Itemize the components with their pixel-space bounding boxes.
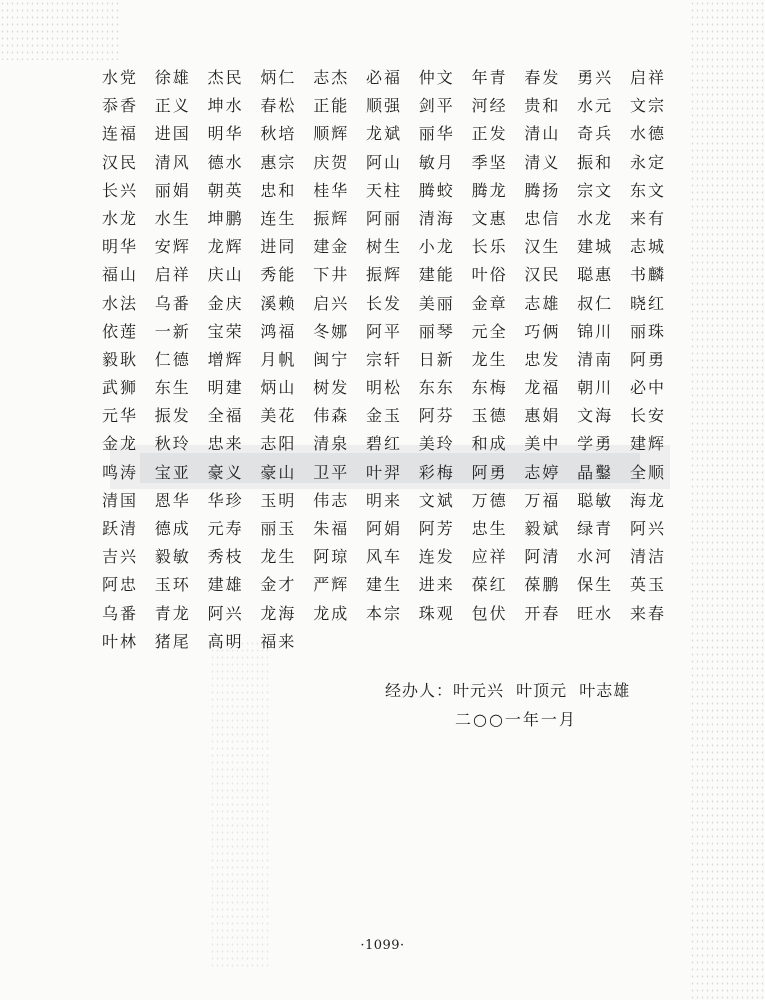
name-cell: 杰民 — [207, 68, 244, 87]
name-cell: 阿勇 — [629, 349, 666, 369]
name-cell: 乌番 — [102, 603, 139, 623]
name-cell: 阿平 — [365, 321, 402, 341]
name-cell: 河经 — [471, 96, 508, 116]
name-cell: 珠观 — [418, 603, 455, 623]
name-cell: 水生 — [154, 208, 191, 228]
name-cell: 龙成 — [313, 603, 350, 623]
name-cell: 下井 — [313, 265, 350, 285]
name-cell: 忠信 — [524, 208, 561, 228]
name-cell: 葆鹏 — [524, 575, 561, 595]
name-cell: 顺辉 — [313, 124, 350, 144]
name-cell: 彩梅 — [418, 462, 455, 482]
name-cell: 日新 — [418, 349, 455, 369]
name-cell: 连福 — [102, 124, 139, 144]
name-cell: 奇兵 — [577, 124, 614, 144]
name-cell: 开春 — [524, 603, 561, 623]
name-cell: 建辉 — [629, 434, 666, 454]
name-cell: 丽珠 — [629, 321, 666, 341]
name-cell: 元全 — [471, 321, 508, 341]
name-cell: 建能 — [418, 265, 455, 285]
name-cell: 桂华 — [313, 180, 350, 200]
name-cell: 忠和 — [260, 180, 297, 200]
name-cell: 跃清 — [102, 519, 139, 538]
name-cell: 志婷 — [524, 462, 561, 482]
name-cell: 阿丽 — [365, 208, 402, 228]
name-cell: 丽玉 — [260, 519, 297, 538]
signature-person: 叶元兴 — [453, 681, 505, 700]
name-cell: 腾扬 — [524, 180, 561, 200]
name-cell: 福来 — [260, 631, 297, 651]
name-cell: 清海 — [418, 208, 455, 228]
scan-noise — [690, 0, 765, 1000]
name-cell: 文惠 — [471, 208, 508, 228]
name-cell: 学勇 — [577, 434, 614, 454]
name-cell: 阿芬 — [418, 406, 455, 426]
name-cell: 和成 — [471, 434, 508, 454]
name-cell: 美玲 — [418, 434, 455, 454]
name-cell: 勇兴 — [577, 68, 614, 87]
name-cell: 清南 — [577, 349, 614, 369]
name-cell: 巧俩 — [524, 321, 561, 341]
name-cell: 龙辉 — [207, 237, 244, 257]
name-cell: 恩华 — [154, 490, 191, 510]
name-cell: 贵和 — [524, 96, 561, 116]
name-cell: 清洁 — [629, 547, 666, 567]
name-cell: 聪敏 — [577, 490, 614, 510]
name-cell: 毅敏 — [154, 547, 191, 567]
name-cell: 阿芳 — [418, 519, 455, 538]
name-cell: 建金 — [313, 237, 350, 257]
name-cell: 永定 — [629, 152, 666, 172]
name-cell: 庆贺 — [313, 152, 350, 172]
name-cell: 本宗 — [365, 603, 402, 623]
name-cell: 仲文 — [418, 68, 455, 87]
name-cell: 美中 — [524, 434, 561, 454]
name-cell: 卫平 — [313, 462, 350, 482]
name-cell: 忠来 — [207, 434, 244, 454]
name-cell: 朝川 — [577, 378, 614, 398]
name-cell: 清泉 — [313, 434, 350, 454]
name-cell: 宗文 — [577, 180, 614, 200]
name-cell: 清风 — [154, 152, 191, 172]
name-cell: 聪惠 — [577, 265, 614, 285]
name-cell: 闽宁 — [313, 349, 350, 369]
name-cell: 忠发 — [524, 349, 561, 369]
name-cell: 龙福 — [524, 378, 561, 398]
name-cell: 安辉 — [154, 237, 191, 257]
name-cell: 叶林 — [102, 631, 139, 651]
name-cell: 叶俗 — [471, 265, 508, 285]
name-cell: 东东 — [418, 378, 455, 398]
name-cell: 青龙 — [154, 603, 191, 623]
name-cell: 德成 — [154, 519, 191, 538]
name-cell: 天柱 — [365, 180, 402, 200]
name-cell: 顺强 — [365, 96, 402, 116]
name-cell: 启祥 — [154, 265, 191, 285]
scan-noise — [0, 0, 120, 60]
name-cell: 玉环 — [154, 575, 191, 595]
name-cell: 惠娟 — [524, 406, 561, 426]
name-cell: 春松 — [260, 96, 297, 116]
name-cell: 龙生 — [471, 349, 508, 369]
name-cell: 保生 — [577, 575, 614, 595]
name-cell: 剑平 — [418, 96, 455, 116]
name-cell: 启兴 — [313, 293, 350, 313]
name-cell: 豪山 — [260, 462, 297, 482]
name-cell: 风车 — [365, 547, 402, 567]
name-cell: 毅斌 — [524, 519, 561, 538]
scan-noise — [210, 640, 270, 970]
name-cell: 振发 — [154, 406, 191, 426]
name-cell: 秋玲 — [154, 434, 191, 454]
name-cell: 清国 — [102, 490, 139, 510]
name-cell: 忠生 — [471, 519, 508, 538]
page-number: ·1099· — [360, 938, 405, 953]
name-cell: 汉生 — [524, 237, 561, 257]
name-cell: 长兴 — [102, 180, 139, 200]
name-cell: 金玉 — [365, 406, 402, 426]
name-cell: 书麟 — [629, 265, 666, 285]
name-cell: 丽娟 — [154, 180, 191, 200]
name-cell: 万德 — [471, 490, 508, 510]
name-cell: 水德 — [629, 124, 666, 144]
name-cell: 东文 — [629, 180, 666, 200]
name-cell: 晶鑿 — [577, 462, 614, 482]
name-cell: 玉明 — [260, 490, 297, 510]
name-cell: 明松 — [365, 378, 402, 398]
name-cell: 严辉 — [313, 575, 350, 595]
names-list — [102, 64, 682, 656]
name-cell: 进来 — [418, 575, 455, 595]
name-cell: 炳仁 — [260, 68, 297, 87]
name-cell: 建雄 — [207, 575, 244, 595]
name-cell: 万福 — [524, 490, 561, 510]
name-cell: 叶羿 — [365, 462, 402, 482]
name-cell: 秀枝 — [207, 547, 244, 567]
name-cell: 明建 — [207, 378, 244, 398]
name-cell: 水龙 — [577, 208, 614, 228]
name-cell: 龙海 — [260, 603, 297, 623]
name-cell: 水元 — [577, 96, 614, 116]
name-cell: 鸿福 — [260, 321, 297, 341]
name-cell: 旺水 — [577, 603, 614, 623]
name-cell: 正义 — [154, 96, 191, 116]
name-cell: 阿兴 — [629, 519, 666, 538]
name-cell: 长安 — [629, 406, 666, 426]
name-cell: 启祥 — [629, 68, 666, 87]
name-cell: 龙斌 — [365, 124, 402, 144]
name-cell: 东梅 — [471, 378, 508, 398]
name-cell: 进同 — [260, 237, 297, 257]
name-cell: 水龙 — [102, 208, 139, 228]
name-cell: 秀能 — [260, 265, 297, 285]
name-cell: 必中 — [629, 378, 666, 398]
name-cell: 鸣涛 — [102, 462, 139, 482]
name-cell: 水党 — [102, 68, 139, 87]
name-cell: 碧红 — [365, 434, 402, 454]
name-cell: 叔仁 — [577, 293, 614, 313]
name-cell: 汉民 — [524, 265, 561, 285]
name-cell: 金龙 — [102, 434, 139, 454]
signature-line — [385, 678, 636, 701]
name-cell: 敏月 — [418, 152, 455, 172]
name-cell: 阿勇 — [471, 462, 508, 482]
name-cell: 冬娜 — [313, 321, 350, 341]
name-cell: 宗轩 — [365, 349, 402, 369]
name-cell: 明华 — [102, 237, 139, 257]
name-cell: 晓红 — [629, 293, 666, 313]
name-cell: 阿忠 — [102, 575, 139, 595]
name-cell: 金庆 — [207, 293, 244, 313]
signature-person: 叶顶元 — [516, 681, 568, 700]
name-cell: 金章 — [471, 293, 508, 313]
name-cell: 美花 — [260, 406, 297, 426]
name-cell: 振和 — [577, 152, 614, 172]
name-cell: 水法 — [102, 293, 139, 313]
name-cell: 豪义 — [207, 462, 244, 482]
name-cell: 文斌 — [418, 490, 455, 510]
name-cell: 月帆 — [260, 349, 297, 369]
name-cell: 乌番 — [154, 293, 191, 313]
name-cell: 玉德 — [471, 406, 508, 426]
name-cell: 丽琴 — [418, 321, 455, 341]
name-cell: 炳山 — [260, 378, 297, 398]
name-cell: 季坚 — [471, 152, 508, 172]
name-cell: 清义 — [524, 152, 561, 172]
name-cell: 振辉 — [313, 208, 350, 228]
name-cell: 海龙 — [629, 490, 666, 510]
name-cell: 元华 — [102, 406, 139, 426]
name-cell: 志城 — [629, 237, 666, 257]
signature-person: 叶志雄 — [579, 681, 631, 700]
name-cell: 吉兴 — [102, 547, 139, 567]
name-cell: 龙生 — [260, 547, 297, 567]
name-cell: 必福 — [365, 68, 402, 87]
name-cell: 阿琼 — [313, 547, 350, 567]
name-cell: 连发 — [418, 547, 455, 567]
name-cell: 连生 — [260, 208, 297, 228]
name-cell: 锦川 — [577, 321, 614, 341]
name-cell: 志阳 — [260, 434, 297, 454]
name-cell: 宝亚 — [154, 462, 191, 482]
name-cell: 树生 — [365, 237, 402, 257]
name-cell: 树发 — [313, 378, 350, 398]
name-cell: 一新 — [154, 321, 191, 341]
name-cell: 溪赖 — [260, 293, 297, 313]
name-cell: 长乐 — [471, 237, 508, 257]
name-cell: 明华 — [207, 124, 244, 144]
name-cell: 仁德 — [154, 349, 191, 369]
signature-label: 经办人： — [385, 681, 454, 700]
name-cell: 振辉 — [365, 265, 402, 285]
name-cell: 文海 — [577, 406, 614, 426]
name-cell: 应祥 — [471, 547, 508, 567]
name-cell: 志杰 — [313, 68, 350, 87]
name-cell: 伟志 — [313, 490, 350, 510]
name-cell: 长发 — [365, 293, 402, 313]
name-cell: 阿山 — [365, 152, 402, 172]
name-cell: 阿清 — [524, 547, 561, 567]
name-cell: 包伏 — [471, 603, 508, 623]
name-cell: 坤水 — [207, 96, 244, 116]
name-cell: 东生 — [154, 378, 191, 398]
name-cell: 毅耿 — [102, 349, 139, 369]
name-cell: 来春 — [629, 603, 666, 623]
name-cell: 志雄 — [524, 293, 561, 313]
name-cell: 英玉 — [629, 575, 666, 595]
name-cell: 伟森 — [313, 406, 350, 426]
name-cell: 美丽 — [418, 293, 455, 313]
name-cell: 惠宗 — [260, 152, 297, 172]
name-cell: 猪尾 — [154, 631, 191, 651]
name-cell: 宝荣 — [207, 321, 244, 341]
name-cell: 庆山 — [207, 265, 244, 285]
name-cell: 明来 — [365, 490, 402, 510]
name-cell: 德水 — [207, 152, 244, 172]
name-cell: 朝英 — [207, 180, 244, 200]
name-cell: 全福 — [207, 406, 244, 426]
name-cell: 进国 — [154, 124, 191, 144]
name-cell: 福山 — [102, 265, 139, 285]
name-cell: 朱福 — [313, 519, 350, 538]
name-cell: 忝香 — [102, 96, 139, 116]
name-cell: 丽华 — [418, 124, 455, 144]
name-cell: 武狮 — [102, 378, 139, 398]
name-cell: 元寿 — [207, 519, 244, 538]
name-cell: 秋培 — [260, 124, 297, 144]
name-cell: 依莲 — [102, 321, 139, 341]
name-cell: 华珍 — [207, 490, 244, 510]
name-cell: 来有 — [629, 208, 666, 228]
name-cell: 春发 — [524, 68, 561, 87]
document-date: 二○○一年一月 — [455, 710, 577, 729]
name-cell: 汉民 — [102, 152, 139, 172]
name-cell: 绿青 — [577, 519, 614, 538]
name-cell: 高明 — [207, 631, 244, 651]
name-cell: 小龙 — [418, 237, 455, 257]
name-cell: 全顺 — [629, 462, 666, 482]
name-cell: 金才 — [260, 575, 297, 595]
name-cell: 文宗 — [629, 96, 666, 116]
name-cell: 建城 — [577, 237, 614, 257]
name-cell: 阿兴 — [207, 603, 244, 623]
name-cell: 腾蛟 — [418, 180, 455, 200]
name-cell: 阿娟 — [365, 519, 402, 538]
name-cell: 年青 — [471, 68, 508, 87]
name-cell: 葆红 — [471, 575, 508, 595]
name-cell: 建生 — [365, 575, 402, 595]
name-cell: 增辉 — [207, 349, 244, 369]
name-cell: 水河 — [577, 547, 614, 567]
name-cell: 腾龙 — [471, 180, 508, 200]
name-cell: 正能 — [313, 96, 350, 116]
name-cell: 坤鹏 — [207, 208, 244, 228]
name-cell: 正发 — [471, 124, 508, 144]
name-cell: 徐雄 — [154, 68, 191, 87]
name-cell: 清山 — [524, 124, 561, 144]
